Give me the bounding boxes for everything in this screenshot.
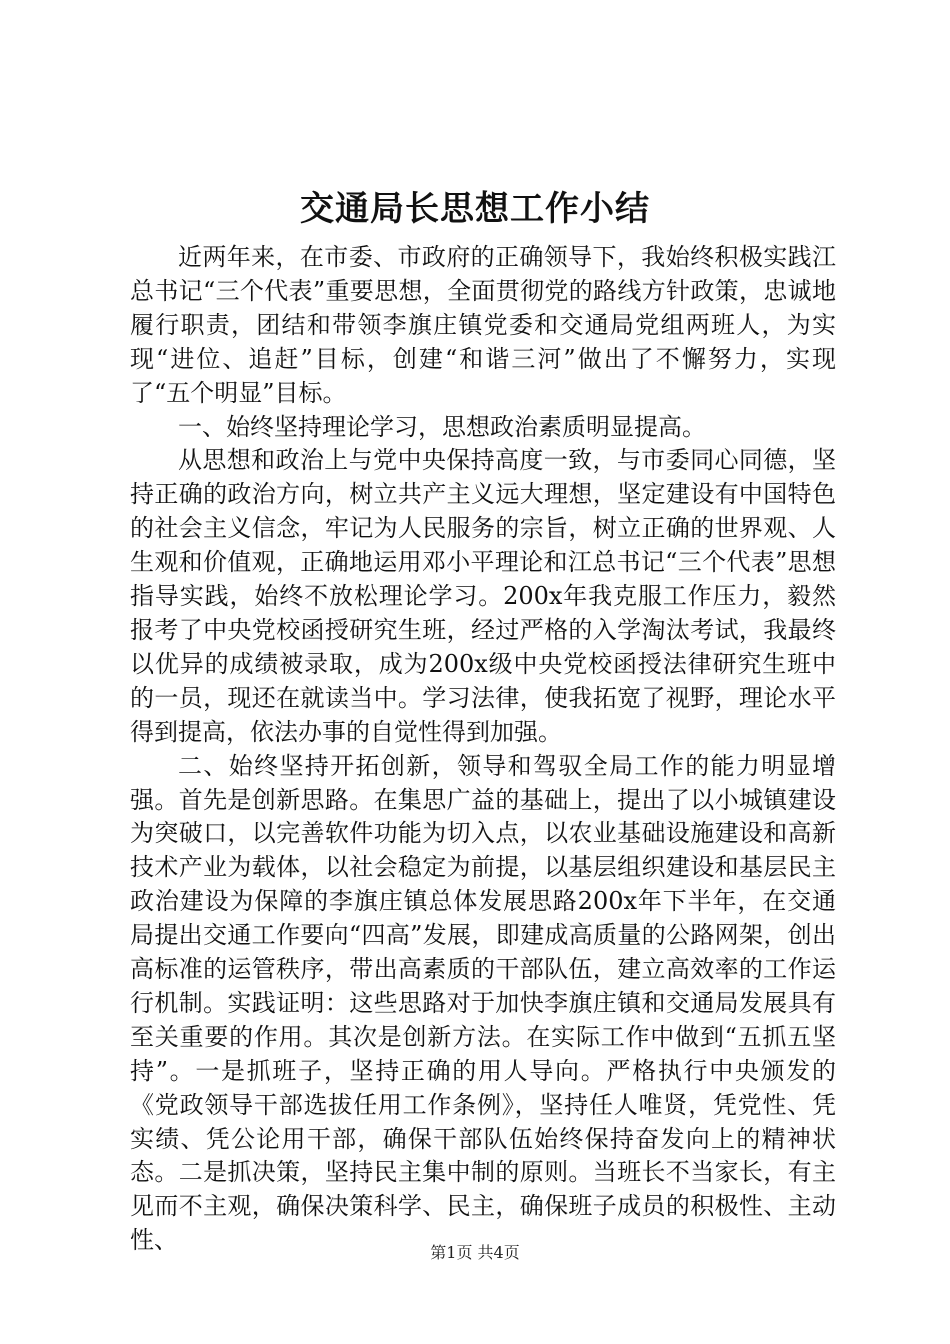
paragraph-innovation: 二、始终坚持开拓创新，领导和驾驭全局工作的能力明显增强。首先是创新思路。在集思广益的基础上，提出了以小城镇建设为突破口，以完善软件功能为切入点，以农业基础设施建设和高新技术产业为载体，以社会稳定为前提，以基层组织建设和基层民主政治建设为保障的李旗庄镇总体发展思路200x年下半年，在交通局提出交通工作要向“四高”发展，即建成高质量的公路网架，创出高标准的运管秩序，带出高素质的干部队伍，建立高效率的工作运行机制。实践证明：这些思路对于加快李旗庄镇和交通局发展具有至关重要的作用。其次是创新方法。在实际工作中做到“五抓五坚持”。一是抓班子，坚持正确的用人导向。严格执行中央颁发的《党政领导干部选拔任用工作条例》，坚持任人唯贤，凭党性、凭实绩、凭公论用干部，确保干部队伍始终保持奋发向上的精神状态。二是抓决策，坚持民主集中制的原则。当班长不当家长，有主见而不主观，确保决策科学、民主，确保班子成员的积极性、主动性、 xyxy=(130,751,836,1255)
page-number-footer: 第1页 共4页 xyxy=(430,1243,520,1262)
document-title: 交通局长思想工作小结 xyxy=(300,189,650,229)
paragraph-theory-study: 从思想和政治上与党中央保持高度一致，与市委同心同德，坚持正确的政治方向，树立共产主义远大理想，坚定建设有中国特色的社会主义信念，牢记为人民服务的宗旨，树立正确的世界观、人生观和价值观，正确地运用邓小平理论和江总书记“三个代表”思想指导实践，始终不放松理论学习。200x年我克服工作压力，毅然报考了中央党校函授研究生班，经过严格的入学淘汰考试，我最终以优异的成绩被录取，成为200x级中央党校函授法律研究生班中的一员，现还在就读当中。学习法律，使我拓宽了视野，理论水平得到提高，依法办事的自觉性得到加强。 xyxy=(130,446,836,746)
document-body xyxy=(130,241,836,1258)
section-heading-1: 一、始终坚持理论学习，思想政治素质明显提高。 xyxy=(178,412,706,441)
paragraph-intro: 近两年来，在市委、市政府的正确领导下，我始终积极实践江总书记“三个代表”重要思想，全面贯彻党的路线方针政策，忠诚地履行职责，团结和带领李旗庄镇党委和交通局党组两班人，为实现“进位、追赶”目标，创建“和谐三河”做出了不懈努力，实现了“五个明显”目标。 xyxy=(130,243,836,407)
